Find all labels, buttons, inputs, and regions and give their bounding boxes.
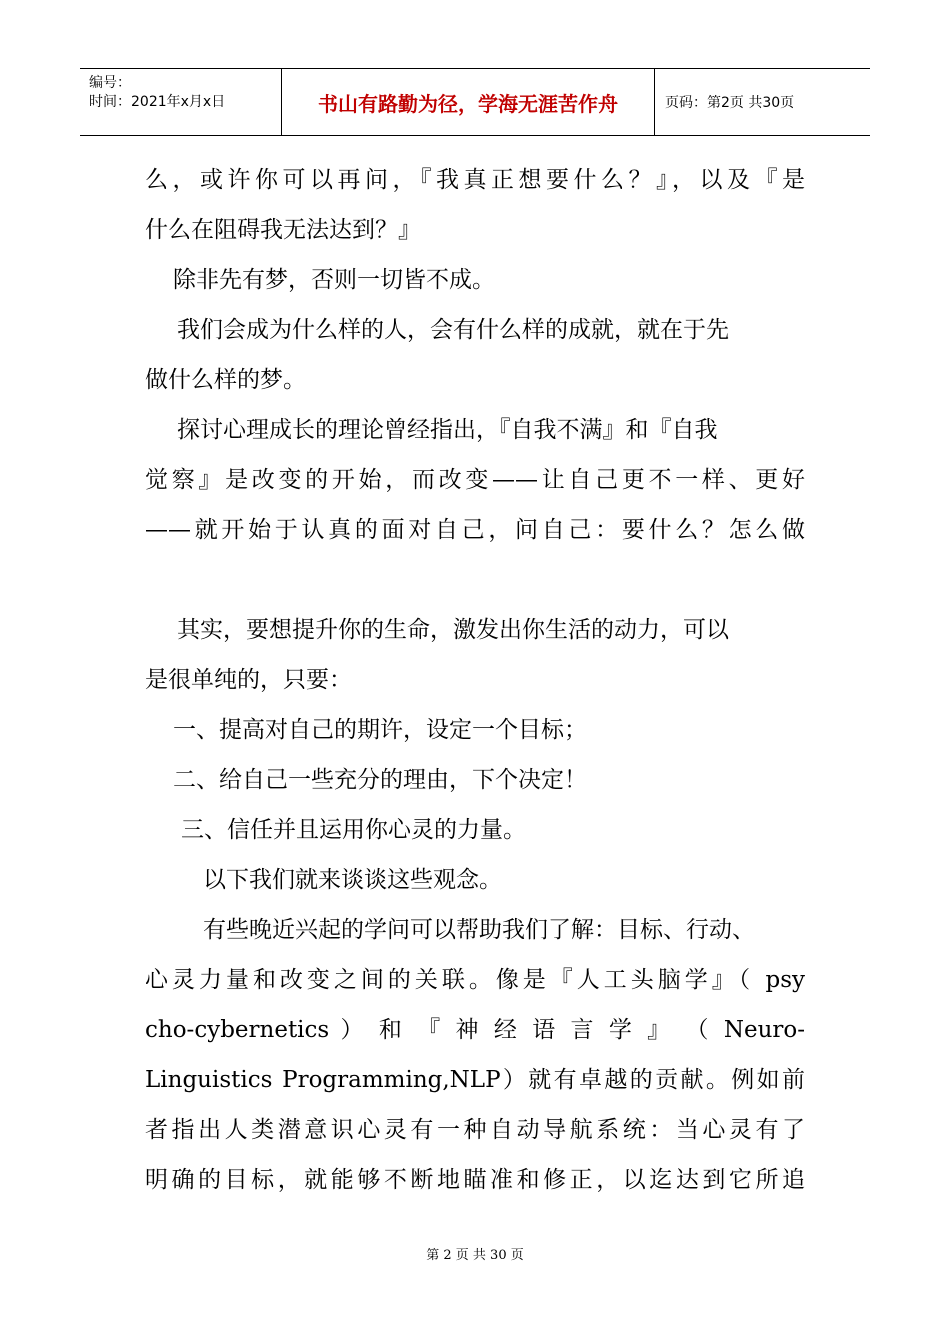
- body-line: 是很单纯的，只要：: [145, 667, 352, 693]
- document-number-label: 编号：: [89, 75, 131, 91]
- body-line: ——就开始于认真的面对自己，问自己：要什么？怎么做: [145, 517, 805, 543]
- header-meta: [80, 69, 282, 135]
- body-line: 除非先有梦，否则一切皆不成。: [173, 267, 495, 293]
- header-page-info: [655, 69, 870, 135]
- document-date: 时间：2021年x月x日: [89, 94, 226, 110]
- body-line: 以下我们就来谈谈这些观念。: [203, 867, 502, 893]
- body-line: 二、给自己一些充分的理由，下个决定！: [173, 767, 587, 793]
- body-line: 三、信任并且运用你心灵的力量。: [181, 817, 526, 843]
- body-line: 什么在阻碍我无法达到？』: [145, 217, 421, 243]
- header-motto: [282, 69, 655, 135]
- body-line: cho-cybernetics ） 和 『 神 经 语 言 学 』 （ Neuro-: [145, 1017, 805, 1043]
- body-line: 觉察』是改变的开始，而改变——让自己更不一样、更好: [145, 467, 805, 493]
- body-line: Linguistics Programming,NLP）就有卓越的贡献。例如前: [145, 1067, 805, 1093]
- motto-text: 书山有路勤为径，学海无涯苦作舟: [318, 91, 618, 116]
- body-line: 有些晚近兴起的学问可以帮助我们了解：目标、行动、: [203, 917, 755, 943]
- body-line: 探讨心理成长的理论曾经指出，『自我不满』和『自我: [177, 417, 718, 443]
- footer-page-number: 第 2 页 共 30 页: [426, 1248, 524, 1263]
- body-line: 其实，要想提升你的生命，激发出你生活的动力，可以: [177, 617, 729, 643]
- body-line: 者指出人类潜意识心灵有一种自动导航系统：当心灵有了: [145, 1117, 805, 1143]
- body-line: 明确的目标，就能够不断地瞄准和修正，以迄达到它所追: [145, 1167, 805, 1193]
- body-line: 做什么样的梦。: [145, 367, 306, 393]
- page-footer: [0, 1244, 950, 1263]
- page-header: [80, 68, 870, 136]
- body-line: 心灵力量和改变之间的关联。像是『人工头脑学』（ psy: [145, 967, 805, 993]
- body-line: 我们会成为什么样的人，会有什么样的成就，就在于先: [177, 317, 729, 343]
- body-line: 一、提高对自己的期许，设定一个目标；: [173, 717, 587, 743]
- body-line: 么，或许你可以再问，『我真正想要什么？』，以及『是: [145, 167, 805, 193]
- page-info-text: 页码：第2页 共30页: [665, 95, 795, 111]
